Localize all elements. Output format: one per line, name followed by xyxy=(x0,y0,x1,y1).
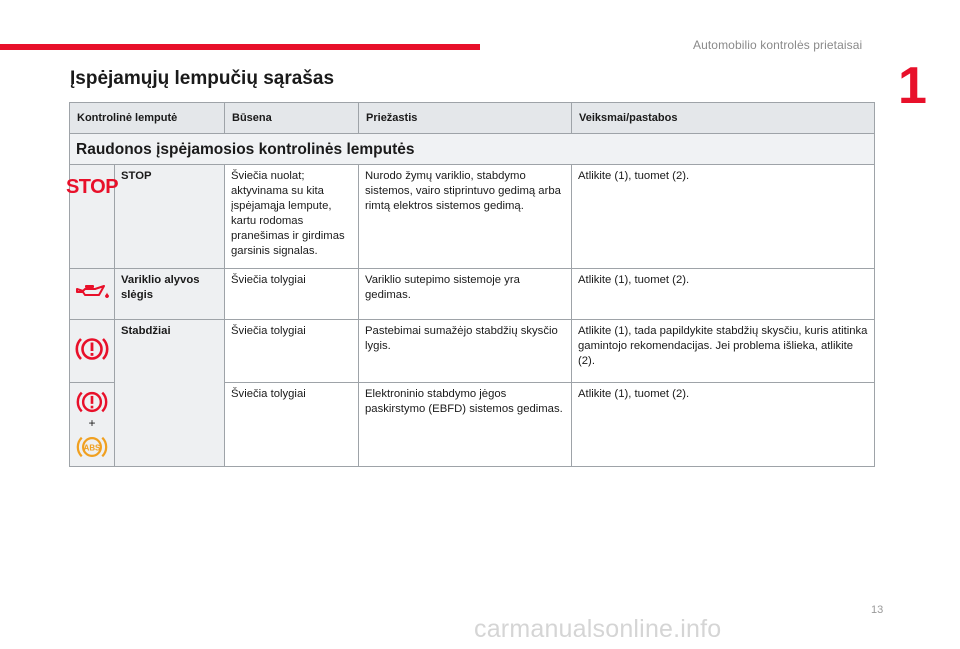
oil-can-icon xyxy=(74,282,110,302)
table-row xyxy=(70,165,875,269)
table-header-row xyxy=(70,103,875,134)
chapter-number: 1 xyxy=(898,57,927,115)
column-header-state: Būsena xyxy=(225,103,359,134)
lamp-cause xyxy=(359,383,572,467)
lamp-cause xyxy=(359,269,572,320)
lamp-state: Šviečia tolygiai xyxy=(225,269,359,320)
lamp-name: Stabdžiai xyxy=(115,320,225,467)
table-row xyxy=(70,320,875,383)
lamp-cause-text: Pastebimai sumažėjo stabdžių skysčio lygis. xyxy=(365,325,558,352)
lamp-state: Šviečia nuolat; aktyvinama su kita įspėjamąja lempute, kartu rodomas pranešimas ir girdimas garsinis signalas. xyxy=(225,165,359,269)
section-title: Raudonos įspėjamosios kontrolinės lemputės xyxy=(70,134,875,165)
watermark: carmanualsonline.info xyxy=(474,615,722,643)
stop-icon-cell xyxy=(65,165,119,269)
brake-warning-icon xyxy=(75,334,109,364)
brake-abs-icon xyxy=(70,388,114,461)
lamp-cause xyxy=(359,320,572,383)
lamp-action: Atlikite (1), tada papildykite stabdžių skysčiu, kuris atitinka gamintojo rekomendacijas. Jei problema išlieka, atlikite (2). xyxy=(572,320,875,383)
column-header-actions: Veiksmai/pastabos xyxy=(572,103,875,134)
column-header-cause: Priežastis xyxy=(359,103,572,134)
lamp-action: Atlikite (1), tuomet (2). xyxy=(572,165,875,269)
abs-icon xyxy=(75,433,109,461)
stop-icon-text: STOP xyxy=(65,176,119,198)
lamp-name: STOP xyxy=(115,165,225,269)
warning-lamps-table xyxy=(65,102,875,467)
plus-sign: + xyxy=(88,416,96,430)
section-row xyxy=(70,134,875,165)
page-number: 13 xyxy=(871,604,884,616)
lamp-state: Šviečia tolygiai xyxy=(225,383,359,467)
oil-icon-cell xyxy=(70,269,115,320)
section-header-title: Automobilio kontrolės prietaisai xyxy=(693,38,863,52)
lamp-action: Atlikite (1), tuomet (2). xyxy=(572,269,875,320)
column-header-lamp: Kontrolinė lemputė xyxy=(70,103,225,134)
header-red-bar xyxy=(0,44,480,50)
brake-icon-cell xyxy=(70,320,115,383)
table-row xyxy=(70,269,875,320)
abs-icon-text: ABS xyxy=(83,443,101,453)
page-title: Įspėjamųjų lempučių sąrašas xyxy=(70,68,335,89)
lamp-cause: Nurodo žymų variklio, stabdymo sistemos, vairo stiprintuvo gedimą arba rimtą elektros sistemos gedimą. xyxy=(359,165,572,269)
lamp-state: Šviečia tolygiai xyxy=(225,320,359,383)
lamp-action: Atlikite (1), tuomet (2). xyxy=(572,383,875,467)
brake-warning-icon xyxy=(75,388,109,416)
lamp-name: Variklio alyvos slėgis xyxy=(115,269,225,320)
brake-abs-icon-cell xyxy=(70,383,115,467)
stop-icon xyxy=(65,173,119,198)
lamp-cause-text: Elektroninio stabdymo jėgos paskirstymo (EBFD) sistemos gedimas. xyxy=(365,388,563,415)
lamp-cause-text: Variklio sutepimo sistemoje yra gedimas. xyxy=(365,274,520,301)
